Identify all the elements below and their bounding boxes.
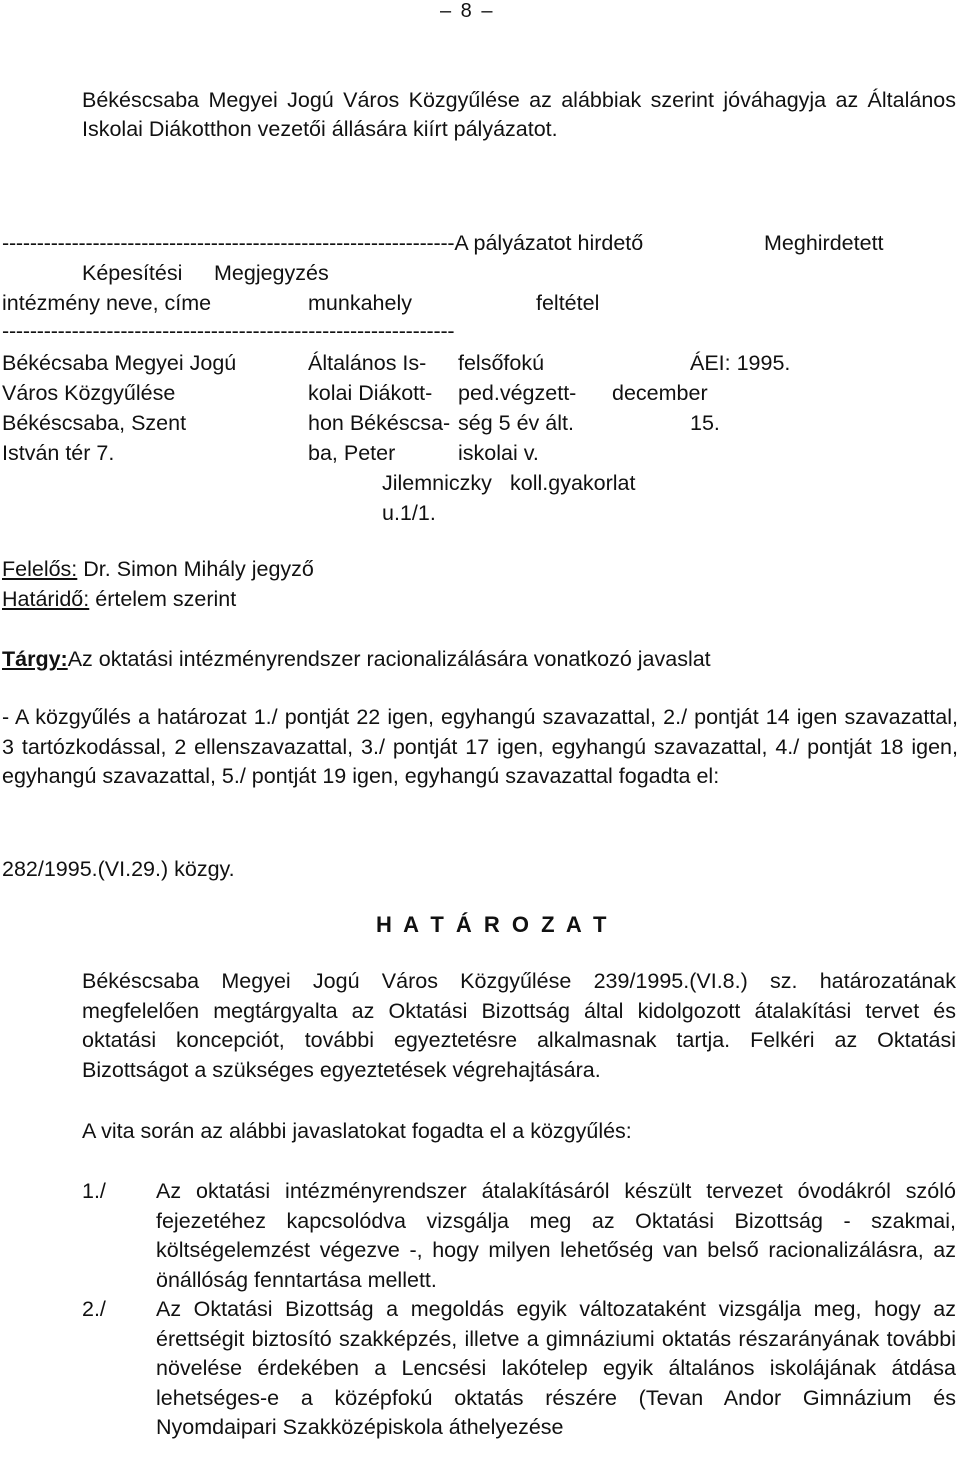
resolution-paragraph: Békéscsaba Megyei Jogú Város Közgyűlése 239/1995.(VI.8.) sz. határozatának megfelelően megtárgyalta az Oktatási Bizottság által kidolgozott átalakítási tervet és oktatási koncepciót, további egyeztetésre alkalmasnak tartja. Felkéri az Oktatási Bizottságot a szükséges egyeztetések végrehajtására. xyxy=(82,969,956,1082)
header-col2-sub: munkahely xyxy=(308,291,412,315)
header-col3-sub: feltétel xyxy=(536,291,600,315)
deadline-value: értelem szerint xyxy=(95,587,237,611)
row-col4-line: 15. xyxy=(690,411,720,435)
subject-line xyxy=(2,646,711,672)
deadline-line xyxy=(2,586,236,612)
row-col1-line: István tér 7. xyxy=(2,441,115,465)
row-col2-line: ba, Peter xyxy=(308,441,396,465)
row-col3-line: felsőfokú xyxy=(458,351,545,375)
debate-paragraph: A vita során az alábbi javaslatokat fogadta el a közgyűlés: xyxy=(82,1119,632,1143)
table-header-line xyxy=(2,230,643,256)
header-col1-sub: intézmény neve, címe xyxy=(2,291,212,315)
row-col1-line: Város Közgyűlése xyxy=(2,381,176,405)
resolution-heading: H A T Á R O Z A T xyxy=(376,912,610,937)
row-col2-cont-line: u.1/1. xyxy=(382,501,436,525)
table-bottom-rule: ----------------------------------------------------------------- xyxy=(2,319,455,343)
vote-paragraph: - A közgyűlés a határozat 1./ pontját 22 igen, egyhangú szavazattal, 2./ pontját 14 igen szavazattal, 3 tartózkodással, 2 ellenszavazattal, 3./ pontját 17 igen, egyhangú szavazattal, 4./ pontját 18 igen, egyhangú szavazattal, 5./ pontját 19 igen, egyhangú szavazattal fogadta el: xyxy=(2,705,958,788)
row-col2-line: kolai Diákott- xyxy=(308,381,433,405)
subject-label: Tárgy: xyxy=(2,647,68,671)
row-col3-line: ség 5 év ált. xyxy=(458,411,574,435)
row-col1-line: Békéscsaba, Szent xyxy=(2,411,187,435)
proposal-text: Az oktatási intézményrendszer átalakításáról készült tervezet óvodákról szóló fejezetéhez kapcsolódva vizsgálja meg az Oktatási Bizottság - szakmai, költségelemzést végezve -, hogy milyen lehetőség van belső racionalizálásra, az önállóság fenntartása mellett. xyxy=(156,1179,956,1292)
row-col2-cont-line: Jilemniczky xyxy=(382,471,492,495)
header-col4: Megjegyzés xyxy=(214,261,329,285)
intro-paragraph: Békéscsaba Megyei Jogú Város Közgyűlése az alábbiak szerint jóváhagyja az Általános Iskolai Diákotthon vezetői állására kiírt pályázatot. xyxy=(82,88,956,141)
responsible-line xyxy=(2,556,314,582)
page-number: – 8 – xyxy=(440,0,495,22)
deadline-label: Határidő: xyxy=(2,587,90,611)
resolution-number: 282/1995.(VI.29.) közgy. xyxy=(2,857,235,881)
table-top-rule: ----------------------------------------------------------------- xyxy=(2,231,455,255)
responsible-value: Dr. Simon Mihály jegyző xyxy=(83,557,314,581)
responsible-label: Felelős: xyxy=(2,557,78,581)
row-col3-line: iskolai v. xyxy=(458,441,539,465)
row-col2-line: Általános Is- xyxy=(308,351,427,375)
header-col1: A pályázatot hirdető xyxy=(454,231,644,255)
proposal-text: Az Oktatási Bizottság a megoldás egyik változataként vizsgálja meg, hogy az érettségit biztosító szakképzés, illetve a gimnáziumi oktatás részarányának további növelése érdekében a Lencsési lakótelep egyik általános iskolájának átdása lehetséges-e a középfokú oktatás részére (Tevan Andor Gimnázium és Nyomdaipari Szakközépiskola áthelyezése xyxy=(156,1297,956,1439)
proposal-number: 1./ xyxy=(82,1179,106,1203)
subject-value: Az oktatási intézményrendszer racionalizálására vonatkozó javaslat xyxy=(67,647,711,671)
header-col2: Meghirdetett xyxy=(764,231,884,255)
row-col4-line: ÁEI: 1995. xyxy=(690,351,791,375)
row-col3-line: koll.gyakorlat xyxy=(510,471,636,495)
row-col3-line: ped.végzett- xyxy=(458,381,577,405)
row-col1-line: Békécsaba Megyei Jogú xyxy=(2,351,237,375)
header-col3: Képesítési xyxy=(82,261,183,285)
row-col4-line: december xyxy=(612,381,708,405)
row-col2-line: hon Békéscsa- xyxy=(308,411,451,435)
proposal-number: 2./ xyxy=(82,1297,106,1321)
